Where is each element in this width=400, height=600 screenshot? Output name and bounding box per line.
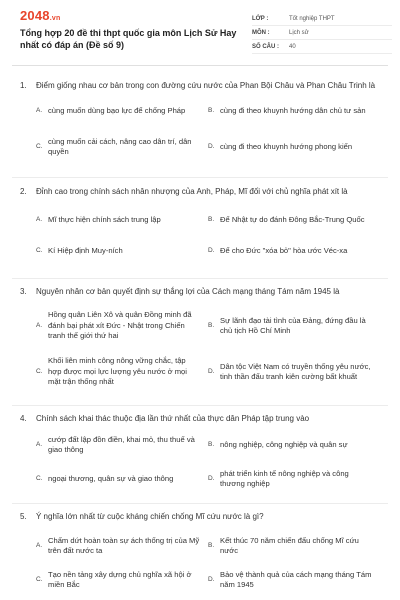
option-text: Sự lãnh đạo tài tình của Đảng, đứng đầu là chủ tịch Hồ Chí Minh xyxy=(220,315,366,335)
logo-tld: .vn xyxy=(49,15,61,22)
option-letter: D. xyxy=(208,142,215,150)
site-logo[interactable] xyxy=(20,8,60,23)
option-letter: D. xyxy=(208,246,215,254)
options-grid xyxy=(36,303,380,395)
option-letter: C. xyxy=(36,474,43,482)
option-b[interactable] xyxy=(208,532,373,560)
option-letter: A. xyxy=(36,321,43,329)
option-text: cùng đi theo khuynh hướng phong kiến xyxy=(220,141,353,151)
options-grid xyxy=(36,430,380,496)
options-grid xyxy=(36,203,380,265)
question-divider xyxy=(12,405,388,406)
option-d[interactable] xyxy=(208,566,373,594)
question-text: Đỉnh cao trong chính sách nhân nhượng của Anh, Pháp, Mĩ đối với chủ nghĩa phát xít là xyxy=(36,187,348,196)
option-letter: A. xyxy=(36,106,43,114)
option-text: Để cho Đức "xóa bỏ" hòa ước Véc-xa xyxy=(220,245,348,255)
option-letter: D. xyxy=(208,367,215,375)
meta-value: Tốt nghiệp THPT xyxy=(289,15,335,22)
option-text: nông nghiệp, công nghiệp và quân sự xyxy=(220,439,348,449)
option-letter: B. xyxy=(208,106,215,114)
option-c[interactable] xyxy=(36,133,201,161)
question-divider xyxy=(12,503,388,504)
option-letter: B. xyxy=(208,321,215,329)
question-text: Điểm giống nhau cơ bản trong con đường cứu nước của Phan Bội Châu và Phan Châu Trinh là xyxy=(36,81,376,90)
option-text: Tạo nền tảng xây dựng chủ nghĩa xã hội ở miền Bắc xyxy=(48,569,192,589)
option-text: cùng đi theo khuynh hướng dân chủ tư sản xyxy=(220,105,366,115)
option-text: Để Nhật tự do đánh Đông Bắc-Trung Quốc xyxy=(220,214,365,224)
option-letter: C. xyxy=(36,367,43,375)
question-stem xyxy=(20,511,380,522)
options-grid xyxy=(36,97,380,163)
question-text: Ý nghĩa lớn nhất từ cuộc kháng chiến chống Mĩ cứu nước là gì? xyxy=(36,512,264,521)
question-3 xyxy=(20,286,380,395)
option-d[interactable] xyxy=(208,466,373,492)
option-text: ngoại thương, quân sự và giao thông xyxy=(48,473,174,483)
document-header xyxy=(12,0,388,66)
question-stem xyxy=(20,186,380,197)
option-text: Dân tộc Việt Nam có truyền thống yêu nước, tinh thần đấu tranh kiên cường bất khuất xyxy=(220,361,371,381)
option-a[interactable] xyxy=(36,532,201,560)
option-d[interactable] xyxy=(208,133,373,161)
meta-value: 40 xyxy=(289,43,296,50)
option-text: Khối liên minh công nông vững chắc, tập hợp được mọi lực lượng yêu nước ở mọi mặt trận thống nhất xyxy=(48,356,187,387)
question-number: 3. xyxy=(20,287,27,296)
option-d[interactable] xyxy=(208,353,373,391)
option-text: cùng muốn cải cách, nâng cao dân trí, dân quyền xyxy=(48,136,192,156)
option-letter: A. xyxy=(36,440,43,448)
option-letter: A. xyxy=(36,541,43,549)
option-text: Bảo vệ thành quả của cách mạng tháng Tám năm 1945 xyxy=(220,569,372,589)
option-a[interactable] xyxy=(36,432,201,458)
option-text: Kí Hiệp định Muy-ních xyxy=(48,245,123,255)
meta-row-subject xyxy=(252,26,392,40)
option-text: Kết thúc 70 năm chiến đấu chống Mĩ cứu nước xyxy=(220,535,359,555)
meta-row-grade xyxy=(252,12,392,26)
option-letter: B. xyxy=(208,215,215,223)
meta-value: Lịch sử xyxy=(289,29,309,36)
question-stem xyxy=(20,413,380,424)
option-letter: C. xyxy=(36,142,43,150)
option-d[interactable] xyxy=(208,239,373,263)
option-text: cùng muốn dùng bạo lực để chống Pháp xyxy=(48,105,186,115)
question-stem xyxy=(20,286,380,297)
question-divider xyxy=(12,177,388,178)
option-letter: C. xyxy=(36,575,43,583)
option-letter: B. xyxy=(208,541,215,549)
question-number: 4. xyxy=(20,414,27,423)
document-title: Tổng hợp 20 đề thi thpt quốc gia môn Lịch Sử Hay nhất có đáp án (Đề số 9) xyxy=(20,28,237,50)
question-number: 5. xyxy=(20,512,27,521)
option-letter: C. xyxy=(36,246,43,254)
question-5 xyxy=(20,511,380,596)
option-b[interactable] xyxy=(208,207,373,233)
question-divider xyxy=(12,278,388,279)
option-b[interactable] xyxy=(208,307,373,345)
question-text: Nguyên nhân cơ bản quyết định sự thắng lợi của Cách mạng tháng Tám năm 1945 là xyxy=(36,287,340,296)
option-a[interactable] xyxy=(36,307,201,345)
document-meta xyxy=(252,12,392,54)
meta-key: SỐ CÂU : xyxy=(252,43,279,50)
meta-key: LỚP : xyxy=(252,15,269,22)
option-text: Hồng quân Liên Xô và quân Đồng minh đã đánh bại phát xít Đức - Nhật trong Chiến tranh thế giới thứ hai xyxy=(48,310,192,341)
question-text: Chính sách khai thác thuộc địa lần thứ nhất của thực dân Pháp tập trung vào xyxy=(36,414,310,423)
option-c[interactable] xyxy=(36,239,201,263)
meta-row-count xyxy=(252,40,392,54)
option-letter: B. xyxy=(208,440,215,448)
option-text: Chấm dứt hoàn toàn sự ách thống trị của Mỹ trên đất nước ta xyxy=(48,535,200,555)
question-number: 1. xyxy=(20,81,27,90)
meta-key: MÔN : xyxy=(252,29,270,36)
question-1 xyxy=(20,80,380,163)
question-2 xyxy=(20,186,380,265)
option-c[interactable] xyxy=(36,566,201,594)
question-4 xyxy=(20,413,380,496)
option-c[interactable] xyxy=(36,353,201,391)
option-text: cướp đất lập đồn điền, khai mỏ, thu thuế và giao thông xyxy=(48,434,195,454)
option-a[interactable] xyxy=(36,97,201,125)
options-grid xyxy=(36,528,380,596)
option-b[interactable] xyxy=(208,432,373,458)
logo-main: 2048 xyxy=(20,8,50,23)
option-a[interactable] xyxy=(36,207,201,233)
option-letter: D. xyxy=(208,474,215,482)
option-letter: A. xyxy=(36,215,43,223)
option-b[interactable] xyxy=(208,97,373,125)
question-stem xyxy=(20,80,380,91)
question-number: 2. xyxy=(20,187,27,196)
option-text: Mĩ thực hiện chính sách trung lập xyxy=(48,214,161,224)
option-c[interactable] xyxy=(36,466,201,492)
option-text: phát triển kinh tế nông nghiệp và công thương nghiệp xyxy=(220,468,349,488)
option-letter: D. xyxy=(208,575,215,583)
